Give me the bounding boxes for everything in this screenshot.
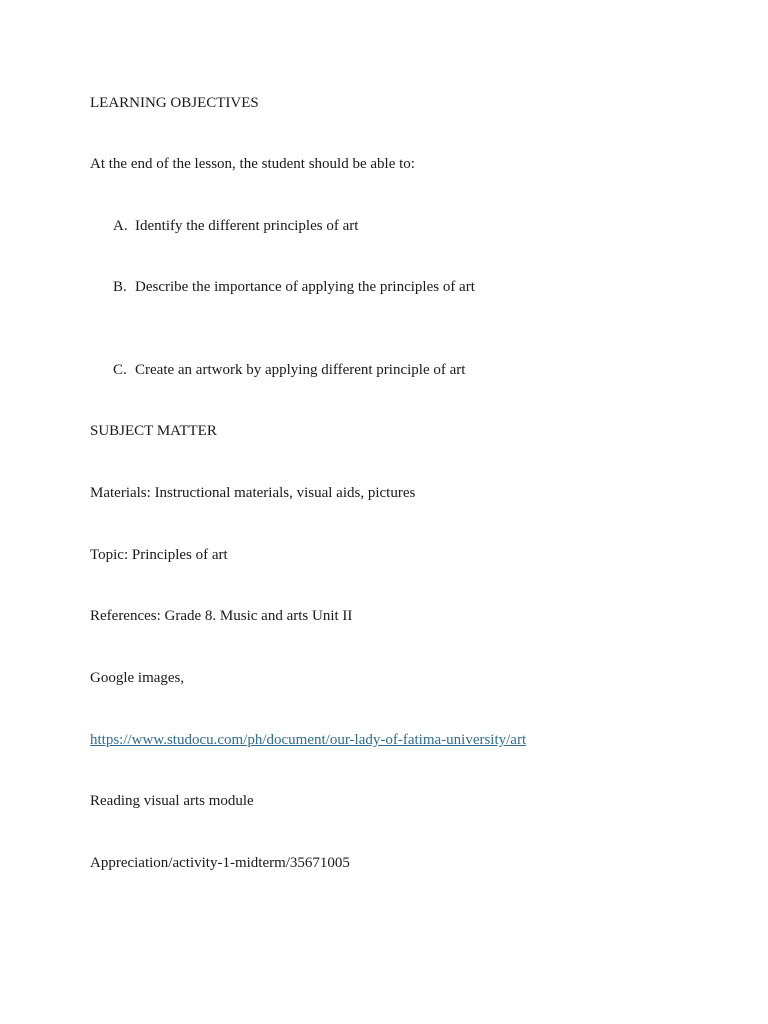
materials-line: Materials: Instructional materials, visual aids, pictures bbox=[90, 485, 416, 501]
objectives-intro: At the end of the lesson, the student should be able to: bbox=[90, 156, 415, 172]
list-item-text: Identify the different principles of art bbox=[135, 218, 359, 234]
list-marker: B. bbox=[113, 279, 127, 295]
list-marker: A. bbox=[113, 218, 128, 234]
references-line: References: Grade 8. Music and arts Unit II bbox=[90, 608, 353, 624]
learning-objectives-heading: LEARNING OBJECTIVES bbox=[90, 95, 259, 111]
reference-link[interactable]: https://www.studocu.com/ph/document/our-lady-of-fatima-university/art bbox=[90, 732, 527, 748]
list-marker: C. bbox=[113, 362, 127, 378]
list-item bbox=[113, 361, 465, 379]
topic-line: Topic: Principles of art bbox=[90, 547, 228, 563]
appreciation-line: Appreciation/activity-1-midterm/35671005 bbox=[90, 855, 350, 871]
list-item bbox=[113, 217, 358, 235]
list-item-text: Create an artwork by applying different principle of art bbox=[135, 362, 466, 378]
list-item-text: Describe the importance of applying the principles of art bbox=[135, 279, 475, 295]
google-images-line: Google images, bbox=[90, 670, 185, 686]
list-item bbox=[113, 278, 475, 296]
reading-module-line: Reading visual arts module bbox=[90, 793, 254, 809]
subject-matter-heading: SUBJECT MATTER bbox=[90, 423, 217, 439]
